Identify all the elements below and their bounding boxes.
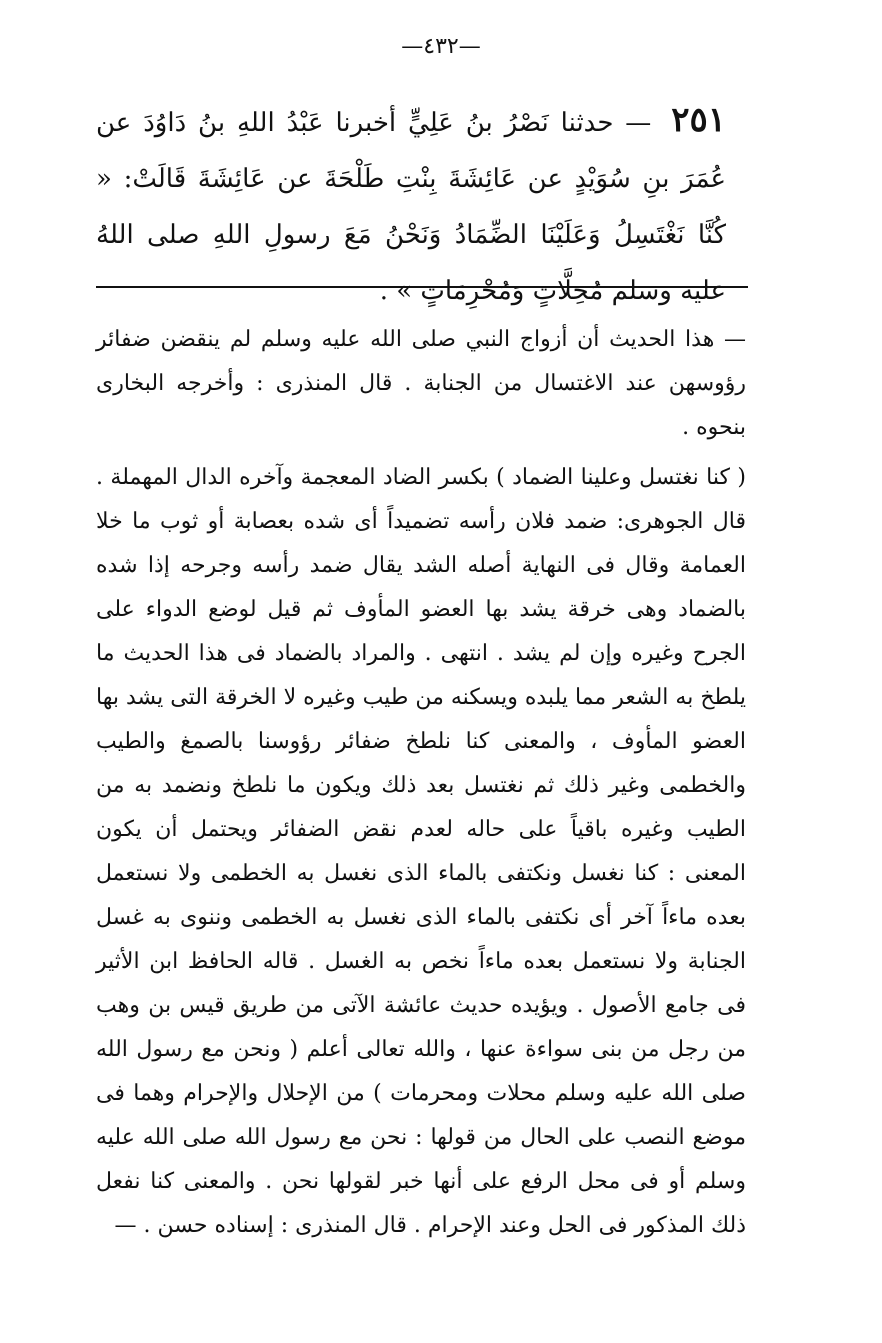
hadith-text: — حدثنا نَصْرُ بنُ عَلِيٍّ أخبرنا عَبْدُ اللهِ بنُ دَاوُدَ عن عُمَرَ بنِ سُوَيْدٍ عن عَائِشَةَ بِنْتِ طَلْحَةَ عن عَائِشَةَ قَالَتْ: « كُنَّا نَغْتَسِلُ وَعَلَيْنَا الضِّمَادُ وَنَحْنُ مَعَ رسولِ اللهِ صلى اللهُ عليه وسلم مُحِلَّاتٍ وَمُحْرِمَاتٍ » . (96, 108, 726, 306)
commentary-paragraph: ( كنا نغتسل وعلينا الضماد ) بكسر الضاد المعجمة وآخره الدال المهملة . قال الجوهرى: ضمد فلان رأسه تضميداً أى شده بعصابة أو ثوب ما خلا العمامة وقال فى النهاية أصله الشد يقال ضمد رأسه وجرحه إذا شده بالضماد وهى خرقة يشد بها العضو المأوف ثم قيل لوضع الدواء على الجرح وغيره وإن لم يشد . انتهى . والمراد بالضماد فى هذا الحديث ما يلطخ به الشعر مما يلبده ويسكنه من طيب وغيره لا الخرقة التى يشد بها العضو المأوف ، والمعنى كنا نلطخ ضفائر رؤوسنا بالصمغ والطيب والخطمى وغير ذلك ثم نغتسل بعد ذلك ويكون ما نلطخ ونضمد به من الطيب وغيره باقياً على حاله لعدم نقض الضفائر ويحتمل أن يكون المعنى : كنا نغسل ونكتفى بالماء الذى نغسل به الخطمى ولا نستعمل بعده ماءاً آخر أى نكتفى بالماء الذى نغسل به الخطمى وننوى به غسل الجنابة ولا نستعمل بعده ماءاً نخص به الغسل . قاله الحافظ ابن الأثير فى جامع الأصول . ويؤيده حديث عائشة الآتى من طريق قيس بن وهب من رجل من بنى سواءة عنها ، والله تعالى أعلم ( ونحن مع رسول الله صلى الله عليه وسلم محلات ومحرمات ) من الإحلال والإحرام وهما فى موضع النصب على الحال من قولها : نحن مع رسول الله صلى الله عليه وسلم أو فى محل الرفع على أنها خبر لقولها نحن . والمعنى كنا نفعل ذلك المذكور فى الحل وعند الإحرام . قال المنذرى : إسناده حسن . — (96, 465, 746, 1238)
page-number: —٤٣٢— (401, 34, 481, 59)
hadith-number: ٢٥١ (671, 100, 727, 140)
hadith-text-block (96, 92, 726, 319)
commentary-block (96, 318, 746, 1248)
section-divider (96, 286, 748, 288)
commentary-paragraph: — هذا الحديث أن أزواج النبي صلى الله عليه وسلم لم ينقضن ضفائر رؤوسهن عند الاغتسال من الجنابة . قال المنذرى : وأخرجه البخارى بنحوه . (96, 327, 746, 440)
